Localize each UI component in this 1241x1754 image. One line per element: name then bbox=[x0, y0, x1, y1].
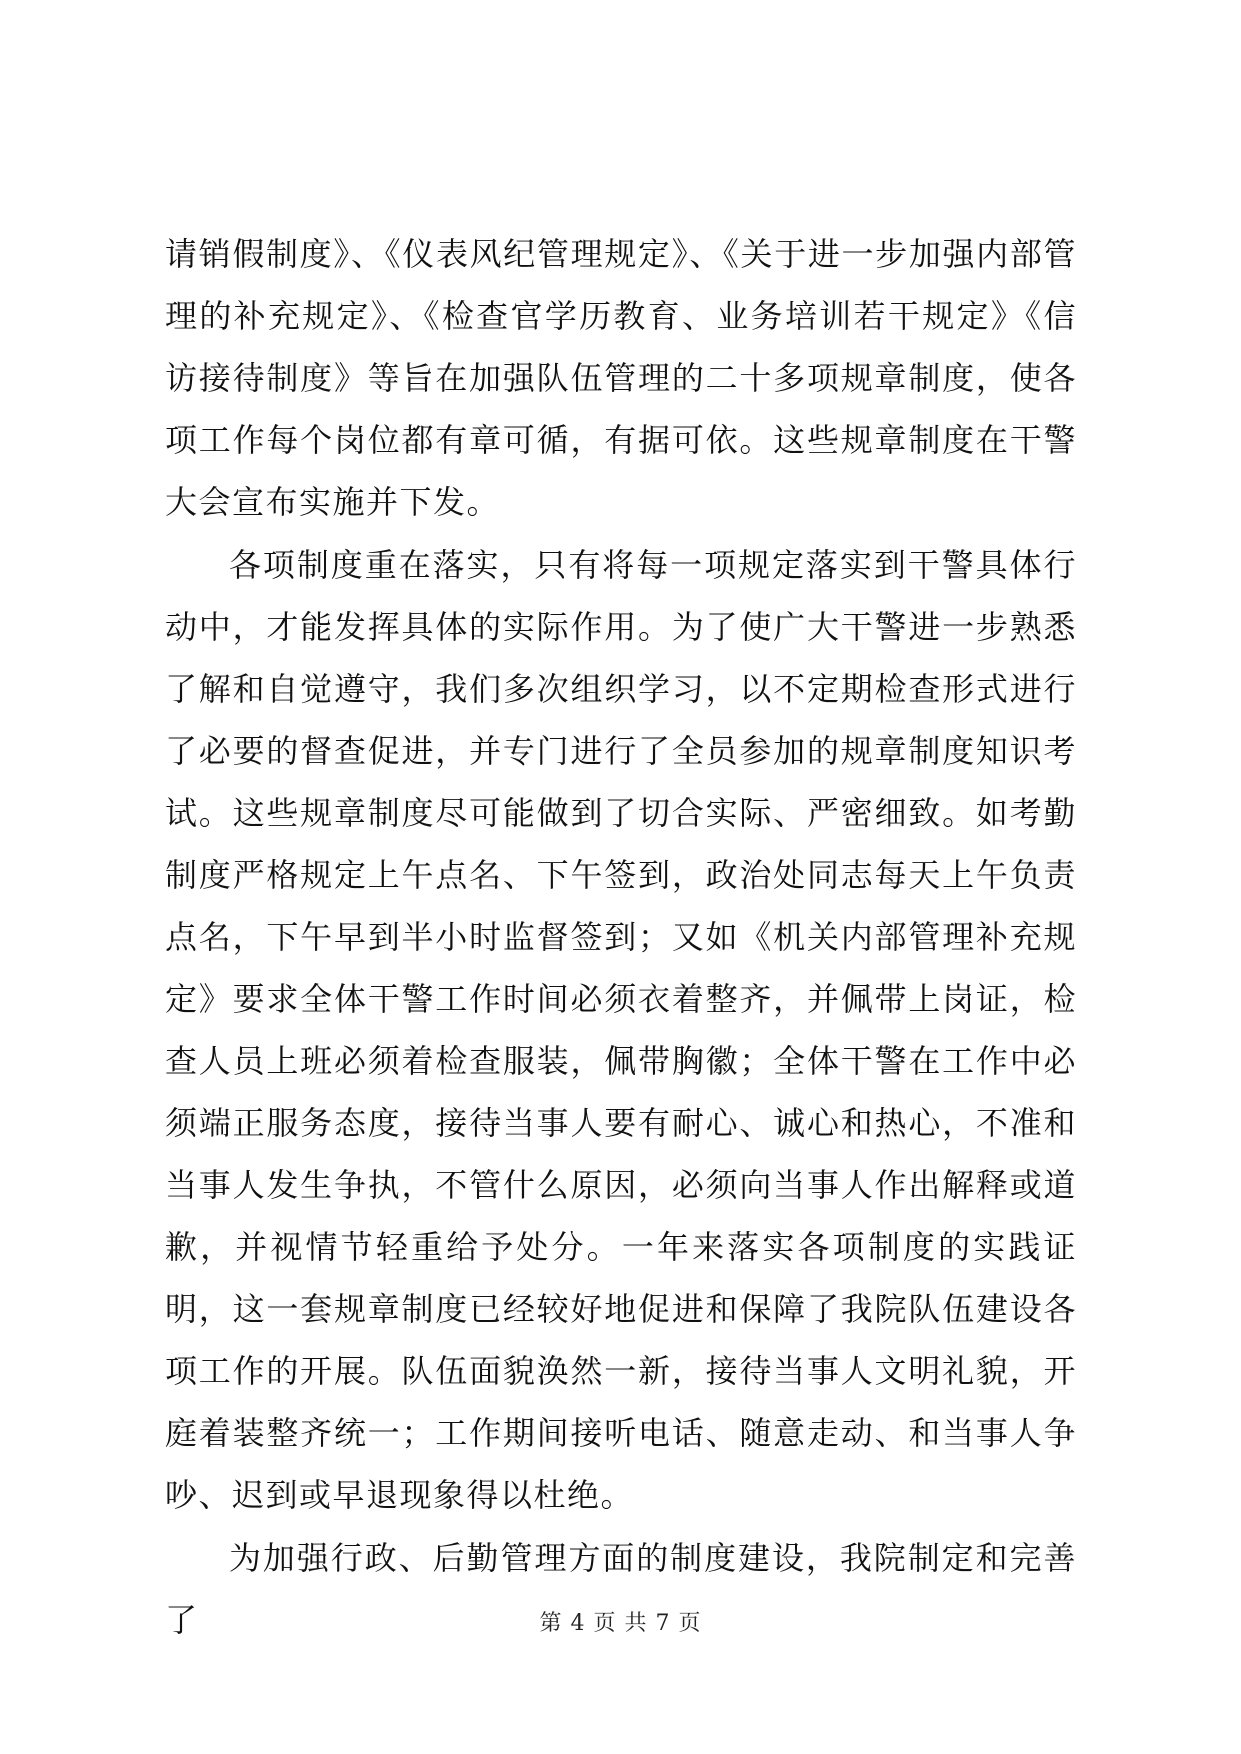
paragraph-3: 为加强行政、后勤管理方面的制度建设，我院制定和完善了 bbox=[165, 1539, 1077, 1639]
document-body bbox=[165, 223, 1077, 1652]
paragraph-1: 请销假制度》、《仪表风纪管理规定》、《关于进一步加强内部管理的补充规定》、《检查官学历教育、业务培训若干规定》《信访接待制度》等旨在加强队伍管理的二十多项规章制度，使各项工作每个岗位都有章可循，有据可依。这些规章制度在干警大会宣布实施并下发。 bbox=[165, 235, 1077, 521]
paragraph-2: 各项制度重在落实，只有将每一项规定落实到干警具体行动中，才能发挥具体的实际作用。为了使广大干警进一步熟悉了解和自觉遵守，我们多次组织学习，以不定期检查形式进行了必要的督查促进，并专门进行了全员参加的规章制度知识考试。这些规章制度尽可能做到了切合实际、严密细致。如考勤制度严格规定上午点名、下午签到，政治处同志每天上午负责点名，下午早到半小时监督签到；又如《机关内部管理补充规定》要求全体干警工作时间必须衣着整齐，并佩带上岗证，检查人员上班必须着检查服装，佩带胸徽；全体干警在工作中必须端正服务态度，接待当事人要有耐心、诚心和热心，不准和当事人发生争执，不管什么原因，必须向当事人作出解释或道歉，并视情节轻重给予处分。一年来落实各项制度的实践证明，这一套规章制度已经较好地促进和保障了我院队伍建设各项工作的开展。队伍面貌涣然一新，接待当事人文明礼貌，开庭着装整齐统一；工作期间接听电话、随意走动、和当事人争吵、迟到或早退现象得以杜绝。 bbox=[165, 546, 1077, 1514]
page-footer: 第 4 页 共 7 页 bbox=[539, 1611, 702, 1636]
